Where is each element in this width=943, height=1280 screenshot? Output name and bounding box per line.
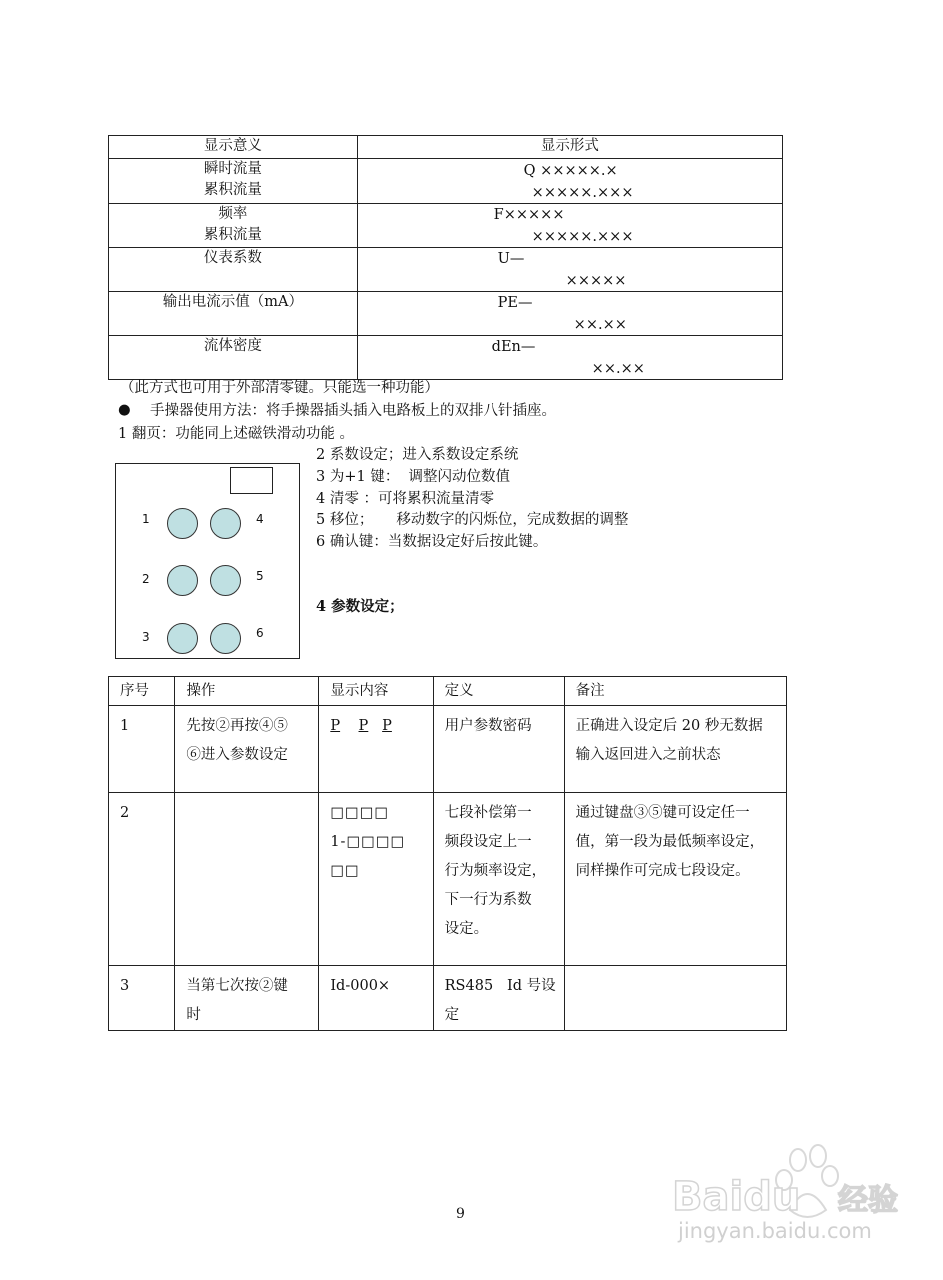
definition-line: 频段设定上一 (444, 834, 532, 850)
key-function: 2 系数设定；进入系数设定系统 (316, 447, 519, 463)
display-cell (319, 793, 433, 966)
meaning-line: 累积流量 (203, 227, 262, 243)
form-line: ×××××.××× (531, 228, 634, 245)
section-title: 4 参数设定； (316, 598, 404, 615)
row-number: 3 (109, 966, 175, 1031)
meaning-line: 频率 (218, 205, 248, 222)
display-line: 1-□□□□ (330, 834, 406, 850)
operation-cell (175, 706, 319, 793)
display-line: Id-000× (330, 978, 391, 994)
note-line: 手操器使用方法：将手操器插头插入电路板上的双排八针插座。 (150, 403, 556, 419)
col-header: 序号 (109, 677, 175, 706)
form-cell (357, 203, 782, 247)
definition-line: 用户参数密码 (444, 718, 532, 734)
operation-cell (175, 966, 319, 1031)
display-line: □□□□ (330, 805, 390, 821)
form-line: PE— (497, 294, 533, 311)
note-line: 通过键盘③⑤键可设定任一 (575, 805, 750, 821)
header-meaning: 显示意义 (109, 136, 358, 159)
definition-line: RS485 Id 号设 (444, 978, 556, 994)
display-char: P (358, 718, 369, 734)
col-header: 显示内容 (319, 677, 433, 706)
definition-line: 下一行为系数 (444, 892, 532, 908)
row-number: 1 (109, 706, 175, 793)
note-cell (564, 966, 786, 1031)
operation-line: 当第七次按②键 (186, 978, 288, 994)
page-number: 9 (456, 1206, 465, 1222)
display-cell (319, 966, 433, 1031)
watermark-brand: Baidu (672, 1174, 801, 1220)
meaning-cell (109, 291, 358, 335)
meaning-cell (109, 335, 358, 379)
form-line: Q ×××××.× (523, 162, 618, 179)
form-line: U— (497, 250, 525, 267)
form-cell (357, 335, 782, 379)
bullet: ● (118, 402, 131, 418)
definition-cell (433, 793, 564, 966)
paw-toe (790, 1149, 806, 1171)
key-label: 6 (256, 626, 264, 640)
form-line: dEn— (491, 338, 536, 355)
form-line: ××.×× (591, 360, 645, 377)
form-cell (357, 158, 782, 203)
parameter-table (108, 676, 787, 1031)
key-function: 5 移位； 移动数字的闪烁位，完成数据的调整 (316, 512, 629, 528)
header-form: 显示形式 (357, 136, 782, 159)
key-label: 3 (142, 630, 150, 644)
key-label: 2 (142, 572, 150, 586)
form-line: ××××× (565, 272, 627, 289)
meaning-line: 输出电流示值（mA） (162, 293, 303, 310)
operation-line: ⑥进入参数设定 (186, 747, 288, 763)
note-cell (564, 793, 786, 966)
note-line: 1 翻页：功能同上述磁铁滑动功能 。 (118, 426, 354, 442)
handheld-keypad-diagram (115, 463, 300, 659)
key-function: 6 确认键：当数据设定好后按此键。 (316, 534, 548, 550)
operation-cell (175, 793, 319, 966)
form-line: ××.×× (573, 316, 627, 333)
watermark-cn: 经验 (838, 1183, 898, 1218)
definition-cell (433, 966, 564, 1031)
col-header: 备注 (564, 677, 786, 706)
baidu-jingyan-watermark (670, 1140, 920, 1275)
meaning-cell (109, 247, 358, 291)
key-2 (167, 565, 198, 596)
key-function: 3 为+1 键： 调整闪动位数值 (316, 469, 511, 485)
note-line: 同样操作可完成七段设定。 (575, 863, 750, 879)
form-cell (357, 247, 782, 291)
definition-cell (433, 706, 564, 793)
key-function: 4 清零 ：可将累积流量清零 (316, 491, 494, 507)
meaning-line: 累积流量 (203, 182, 262, 198)
form-line: F××××× (493, 206, 565, 223)
key-1 (167, 508, 198, 539)
key-3 (167, 623, 198, 654)
operation-line: 先按②再按④⑤ (186, 718, 288, 734)
key-label: 5 (256, 569, 264, 583)
meaning-cell (109, 203, 358, 247)
note-cell (564, 706, 786, 793)
meaning-line: 流体密度 (203, 337, 262, 354)
form-line: ×××××.××× (531, 184, 634, 201)
display-char: P (382, 718, 392, 734)
watermark-url: jingyan.baidu.com (678, 1219, 872, 1243)
display-table (108, 135, 783, 380)
note-line: 输入返回进入之前状态 (575, 747, 721, 763)
key-4 (210, 508, 241, 539)
key-label: 4 (256, 512, 264, 526)
display-cell (319, 706, 433, 793)
meaning-line: 仪表系数 (203, 249, 262, 266)
meaning-cell (109, 158, 358, 203)
note-line: 正确进入设定后 20 秒无数据 (575, 718, 763, 734)
paw-toe (810, 1145, 826, 1167)
key-6 (210, 623, 241, 654)
note-line: 值，第一段为最低频率设定， (575, 834, 765, 850)
definition-line: 七段补偿第一 (444, 805, 532, 821)
note-line: （此方式也可用于外部清零键。只能选一种功能） (120, 380, 439, 396)
col-header: 定义 (433, 677, 564, 706)
form-cell (357, 291, 782, 335)
display-window (230, 467, 273, 494)
display-char: P (330, 718, 341, 734)
definition-line: 设定。 (444, 921, 489, 937)
definition-line: 定 (444, 1007, 460, 1023)
display-line: □□ (330, 863, 360, 879)
row-number: 2 (109, 793, 175, 966)
meaning-line: 瞬时流量 (203, 160, 262, 177)
key-label: 1 (142, 512, 150, 526)
col-header: 操作 (175, 677, 319, 706)
paw-toe (822, 1166, 838, 1186)
definition-line: 行为频率设定， (444, 863, 547, 879)
key-5 (210, 565, 241, 596)
operation-line: 时 (186, 1007, 201, 1023)
